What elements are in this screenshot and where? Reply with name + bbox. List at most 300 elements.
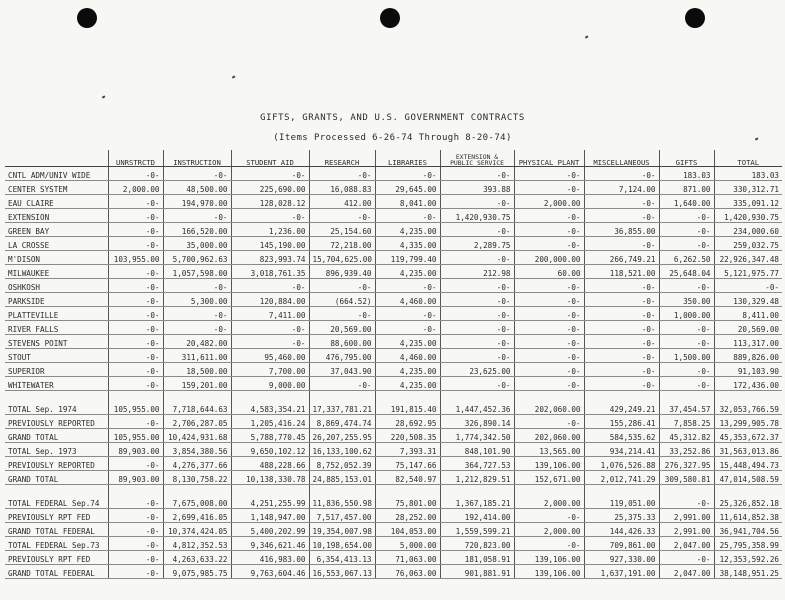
table-cell: 37,454.57: [659, 401, 714, 415]
table-cell: 1,000.00: [659, 307, 714, 321]
table-cell: 191,815.40: [375, 401, 440, 415]
table-cell: -0-: [309, 167, 375, 181]
table-cell: 2,000.00: [514, 523, 584, 537]
table-cell: 71,063.00: [375, 551, 440, 565]
table-row: [5, 279, 782, 293]
table-cell: 119,799.40: [375, 251, 440, 265]
row-label: PREVIOUSLY REPORTED: [5, 415, 108, 429]
row-label: PREVIOUSLY RPT FED: [5, 509, 108, 523]
table-cell: 13,299,905.78: [714, 415, 782, 429]
table-cell: 4,263,633.22: [163, 551, 231, 565]
table-cell: 1,640.00: [659, 195, 714, 209]
row-label: GRAND TOTAL: [5, 429, 108, 443]
row-label: GRAND TOTAL FEDERAL: [5, 565, 108, 579]
table-cell: -0-: [659, 209, 714, 223]
table-cell: 22,926,347.48: [714, 251, 782, 265]
table-cell: -0-: [440, 195, 514, 209]
table-cell: 166,520.00: [163, 223, 231, 237]
table-row: [5, 349, 782, 363]
table-cell: -0-: [309, 307, 375, 321]
table-cell: 120,884.00: [231, 293, 309, 307]
table-cell: -0-: [584, 307, 659, 321]
table-cell: 4,812,352.53: [163, 537, 231, 551]
table-cell: 194,970.00: [163, 195, 231, 209]
table-cell: 45,312.82: [659, 429, 714, 443]
table-cell: 29,645.00: [375, 181, 440, 195]
row-label: TOTAL FEDERAL Sep.73: [5, 537, 108, 551]
table-cell: -0-: [440, 335, 514, 349]
table-cell: -0-: [108, 223, 163, 237]
page-title: GIFTS, GRANTS, AND U.S. GOVERNMENT CONTRACTS: [260, 113, 525, 123]
table-cell: 311,611.00: [163, 349, 231, 363]
table-row: [5, 537, 782, 551]
table-cell: 113,317.00: [714, 335, 782, 349]
table-cell: -0-: [108, 265, 163, 279]
table-cell: 2,000.00: [514, 495, 584, 509]
table-cell: -0-: [440, 251, 514, 265]
table-cell: 25,326,852.18: [714, 495, 782, 509]
table-cell: -0-: [514, 537, 584, 551]
table-row: [5, 167, 782, 181]
table-cell: 139,106.00: [514, 457, 584, 471]
table-cell: 32,053,766.59: [714, 401, 782, 415]
table-cell: 33,252.86: [659, 443, 714, 457]
row-label: GRAND TOTAL: [5, 471, 108, 485]
table-cell: 212.98: [440, 265, 514, 279]
table-cell: 934,214.41: [584, 443, 659, 457]
table-cell: -0-: [108, 537, 163, 551]
table-cell: 19,354,007.98: [309, 523, 375, 537]
table-cell: 91,103.90: [714, 363, 782, 377]
table-cell: 45,353,672.37: [714, 429, 782, 443]
table-cell: 82,540.97: [375, 471, 440, 485]
table-cell: -0-: [440, 223, 514, 237]
table-cell: 202,060.00: [514, 429, 584, 443]
table-cell: -0-: [514, 223, 584, 237]
column-header: GIFTS: [659, 150, 714, 167]
table-cell: 1,500.00: [659, 349, 714, 363]
table-row: [5, 363, 782, 377]
table-cell: -0-: [375, 167, 440, 181]
table-cell: 4,276,377.66: [163, 457, 231, 471]
table-cell: 20,569.00: [714, 321, 782, 335]
table-cell: 393.88: [440, 181, 514, 195]
gifts-grants-table: [5, 150, 782, 579]
table-cell: 36,941,704.56: [714, 523, 782, 537]
table-cell: -0-: [514, 415, 584, 429]
table-row: [5, 401, 782, 415]
table-row: [5, 265, 782, 279]
table-cell: 89,903.00: [108, 443, 163, 457]
table-cell: -0-: [440, 293, 514, 307]
table-cell: 145,190.00: [231, 237, 309, 251]
table-cell: 8,411.00: [714, 307, 782, 321]
table-cell: 720,823.00: [440, 537, 514, 551]
column-header: EXTENSION & PUBLIC SERVICE: [440, 150, 514, 167]
table-cell: -0-: [514, 363, 584, 377]
table-row: [5, 471, 782, 485]
column-header: INSTRUCTION: [163, 150, 231, 167]
table-cell: -0-: [514, 377, 584, 391]
table-cell: 202,060.00: [514, 401, 584, 415]
table-row: [5, 495, 782, 509]
row-label: GREEN BAY: [5, 223, 108, 237]
table-cell: 220,508.35: [375, 429, 440, 443]
table-cell: -0-: [108, 565, 163, 579]
table-cell: -0-: [108, 195, 163, 209]
table-cell: 76,063.00: [375, 565, 440, 579]
row-label: PREVIOUSLY REPORTED: [5, 457, 108, 471]
table-cell: 183.03: [714, 167, 782, 181]
table-cell: 2,699,416.05: [163, 509, 231, 523]
table-cell: 155,286.41: [584, 415, 659, 429]
table-cell: -0-: [108, 237, 163, 251]
table-cell: 10,374,424.05: [163, 523, 231, 537]
table-cell: -0-: [375, 279, 440, 293]
table-cell: -0-: [163, 209, 231, 223]
table-cell: 4,235.00: [375, 363, 440, 377]
table-cell: 11,836,550.98: [309, 495, 375, 509]
table-cell: 17,337,781.21: [309, 401, 375, 415]
table-cell: -0-: [659, 377, 714, 391]
table-cell: 35,000.00: [163, 237, 231, 251]
table-cell: 103,955.00: [108, 251, 163, 265]
page-subtitle: (Items Processed 6-26-74 Through 8-20-74): [273, 133, 512, 143]
table-cell: 889,826.00: [714, 349, 782, 363]
table-cell: -0-: [440, 377, 514, 391]
table-cell: 159,201.00: [163, 377, 231, 391]
table-cell: 5,788,770.45: [231, 429, 309, 443]
table-cell: 26,207,255.95: [309, 429, 375, 443]
row-label: EAU CLAIRE: [5, 195, 108, 209]
table-cell: 2,000.00: [108, 181, 163, 195]
table-cell: 1,559,599.21: [440, 523, 514, 537]
table-cell: 488,228.66: [231, 457, 309, 471]
table-cell: 10,424,931.68: [163, 429, 231, 443]
table-cell: -0-: [514, 209, 584, 223]
table-cell: 9,763,604.46: [231, 565, 309, 579]
row-label: PARKSIDE: [5, 293, 108, 307]
table-cell: 234,000.60: [714, 223, 782, 237]
binder-hole-left: [77, 8, 97, 28]
table-cell: 584,535.62: [584, 429, 659, 443]
table-cell: 20,482.00: [163, 335, 231, 349]
table-cell: 309,580.81: [659, 471, 714, 485]
table-cell: 709,861.00: [584, 537, 659, 551]
table-cell: 60.00: [514, 265, 584, 279]
table-cell: 4,251,255.99: [231, 495, 309, 509]
table-cell: 276,327.95: [659, 457, 714, 471]
table-cell: 8,130,758.22: [163, 471, 231, 485]
table-cell: -0-: [375, 307, 440, 321]
table-cell: 7,718,644.63: [163, 401, 231, 415]
table-cell: -0-: [584, 349, 659, 363]
table-cell: -0-: [108, 335, 163, 349]
table-cell: 13,565.00: [514, 443, 584, 457]
table-cell: -0-: [659, 237, 714, 251]
table-cell: -0-: [514, 321, 584, 335]
table-cell: 4,235.00: [375, 377, 440, 391]
table-cell: 89,903.00: [108, 471, 163, 485]
column-header: MISCELLANEOUS: [584, 150, 659, 167]
table-cell: 429,249.21: [584, 401, 659, 415]
table-cell: -0-: [108, 551, 163, 565]
table-row: [5, 415, 782, 429]
table-cell: 2,991.00: [659, 509, 714, 523]
row-label: TOTAL Sep. 1973: [5, 443, 108, 457]
table-cell: 1,447,452.36: [440, 401, 514, 415]
table-cell: 9,075,985.75: [163, 565, 231, 579]
table-cell: -0-: [514, 293, 584, 307]
table-cell: 4,235.00: [375, 335, 440, 349]
table-cell: 10,138,330.78: [231, 471, 309, 485]
table-cell: -0-: [584, 363, 659, 377]
table-cell: 266,749.21: [584, 251, 659, 265]
table-cell: -0-: [108, 349, 163, 363]
table-cell: 152,671.00: [514, 471, 584, 485]
table-row: [5, 565, 782, 579]
table-cell: 9,000.00: [231, 377, 309, 391]
table-cell: 15,448,494.73: [714, 457, 782, 471]
table-row: [5, 443, 782, 457]
row-label: STOUT: [5, 349, 108, 363]
table-header-row: [5, 150, 782, 167]
table-row: [5, 195, 782, 209]
table-cell: 4,235.00: [375, 223, 440, 237]
row-label: OSHKOSH: [5, 279, 108, 293]
table-row: [5, 307, 782, 321]
table-cell: -0-: [659, 279, 714, 293]
table-cell: -0-: [440, 307, 514, 321]
table-cell: -0-: [659, 223, 714, 237]
table-cell: -0-: [584, 335, 659, 349]
table-cell: -0-: [440, 167, 514, 181]
table-cell: 412.00: [309, 195, 375, 209]
table-cell: 416,983.00: [231, 551, 309, 565]
table-cell: 25,154.60: [309, 223, 375, 237]
table-cell: -0-: [231, 167, 309, 181]
table-row: [5, 181, 782, 195]
table-cell: 2,047.00: [659, 565, 714, 579]
table-cell: -0-: [440, 321, 514, 335]
table-cell: 225,690.00: [231, 181, 309, 195]
table-cell: 128,028.12: [231, 195, 309, 209]
table-cell: -0-: [584, 293, 659, 307]
table-cell: -0-: [440, 349, 514, 363]
table-cell: -0-: [584, 209, 659, 223]
table-cell: 6,262.50: [659, 251, 714, 265]
table-cell: 25,375.33: [584, 509, 659, 523]
table-row: [5, 223, 782, 237]
table-cell: 2,289.75: [440, 237, 514, 251]
row-label: RIVER FALLS: [5, 321, 108, 335]
table-cell: 364,727.53: [440, 457, 514, 471]
table-cell: 848,101.90: [440, 443, 514, 457]
table-cell: -0-: [514, 349, 584, 363]
table-cell: -0-: [108, 509, 163, 523]
table-cell: -0-: [309, 377, 375, 391]
table-row: [5, 551, 782, 565]
table-cell: 4,335.00: [375, 237, 440, 251]
table-cell: 5,000.00: [375, 537, 440, 551]
table-cell: 38,148,951.25: [714, 565, 782, 579]
row-label: M'DISON: [5, 251, 108, 265]
binder-hole-right: [685, 8, 705, 28]
table-cell: -0-: [231, 335, 309, 349]
table-cell: -0-: [108, 321, 163, 335]
table-cell: -0-: [231, 209, 309, 223]
table-cell: 1,148,947.00: [231, 509, 309, 523]
table-cell: 75,147.66: [375, 457, 440, 471]
table-cell: 5,400,202.99: [231, 523, 309, 537]
table-cell: 4,235.00: [375, 265, 440, 279]
table-cell: 8,869,474.74: [309, 415, 375, 429]
table-cell: 130,329.48: [714, 293, 782, 307]
table-cell: -0-: [375, 209, 440, 223]
table-cell: -0-: [108, 523, 163, 537]
table-cell: 3,854,380.56: [163, 443, 231, 457]
table-cell: 2,000.00: [514, 195, 584, 209]
paper-speck: [232, 75, 235, 78]
table-cell: 7,411.00: [231, 307, 309, 321]
row-label: CENTER SYSTEM: [5, 181, 108, 195]
table-cell: -0-: [163, 307, 231, 321]
table-cell: 1,076,526.88: [584, 457, 659, 471]
table-cell: -0-: [584, 377, 659, 391]
table-cell: -0-: [659, 551, 714, 565]
table-cell: -0-: [108, 307, 163, 321]
table-cell: 36,855.00: [584, 223, 659, 237]
table-cell: -0-: [108, 279, 163, 293]
row-label: PLATTEVILLE: [5, 307, 108, 321]
table-cell: 139,106.00: [514, 565, 584, 579]
table-cell: 37,043.90: [309, 363, 375, 377]
table-cell: -0-: [163, 167, 231, 181]
column-header-label: [5, 150, 108, 167]
table-cell: 1,212,829.51: [440, 471, 514, 485]
table-cell: (664.52): [309, 293, 375, 307]
table-cell: 350.00: [659, 293, 714, 307]
table-cell: 139,106.00: [514, 551, 584, 565]
table-cell: 3,018,761.35: [231, 265, 309, 279]
table-cell: -0-: [163, 321, 231, 335]
table-body: [5, 167, 782, 579]
table-cell: 823,993.74: [231, 251, 309, 265]
table-cell: -0-: [584, 167, 659, 181]
table-cell: 16,133,100.62: [309, 443, 375, 457]
table-cell: -0-: [163, 279, 231, 293]
table-cell: 1,774,342.50: [440, 429, 514, 443]
table-cell: 23,625.00: [440, 363, 514, 377]
table-cell: -0-: [108, 209, 163, 223]
table-row: [5, 251, 782, 265]
table-cell: -0-: [659, 495, 714, 509]
table-cell: 2,047.00: [659, 537, 714, 551]
table-cell: 330,312.71: [714, 181, 782, 195]
table-cell: -0-: [514, 237, 584, 251]
table-cell: 5,300.00: [163, 293, 231, 307]
table-cell: 1,420,930.75: [440, 209, 514, 223]
table-cell: 119,051.00: [584, 495, 659, 509]
column-header: PHYSICAL PLANT: [514, 150, 584, 167]
column-header: STUDENT AID: [231, 150, 309, 167]
table-cell: 47,014,508.59: [714, 471, 782, 485]
table-cell: -0-: [514, 167, 584, 181]
table-cell: -0-: [309, 279, 375, 293]
table-row: [5, 523, 782, 537]
table-cell: -0-: [108, 377, 163, 391]
row-label: GRAND TOTAL FEDERAL: [5, 523, 108, 537]
table-cell: 1,420,930.75: [714, 209, 782, 223]
table-cell: -0-: [659, 335, 714, 349]
table-cell: 1,637,191.00: [584, 565, 659, 579]
table-cell: -0-: [584, 195, 659, 209]
table-cell: 7,517,457.00: [309, 509, 375, 523]
table-cell: 16,553,067.13: [309, 565, 375, 579]
table-cell: 105,955.00: [108, 429, 163, 443]
table-cell: 1,205,416.24: [231, 415, 309, 429]
table-cell: -0-: [514, 181, 584, 195]
table-cell: 12,353,592.26: [714, 551, 782, 565]
table-cell: -0-: [584, 237, 659, 251]
table-cell: -0-: [108, 415, 163, 429]
table-cell: 172,436.00: [714, 377, 782, 391]
table-cell: 871.00: [659, 181, 714, 195]
section-spacer: [5, 485, 782, 496]
table-cell: 7,700.00: [231, 363, 309, 377]
table-cell: 4,583,354.21: [231, 401, 309, 415]
table-cell: 104,053.00: [375, 523, 440, 537]
table-cell: 10,198,654.00: [309, 537, 375, 551]
table-cell: -0-: [231, 279, 309, 293]
table-cell: 8,041.00: [375, 195, 440, 209]
table-cell: -0-: [231, 321, 309, 335]
table-cell: -0-: [514, 307, 584, 321]
table-cell: 5,700,962.63: [163, 251, 231, 265]
table-cell: -0-: [514, 509, 584, 523]
table-cell: 326,890.14: [440, 415, 514, 429]
table-cell: 1,236.00: [231, 223, 309, 237]
table-cell: 28,692.95: [375, 415, 440, 429]
table-cell: 4,460.00: [375, 349, 440, 363]
table-cell: 88,600.00: [309, 335, 375, 349]
table-row: [5, 293, 782, 307]
table-cell: 16,088.83: [309, 181, 375, 195]
table-cell: 48,500.00: [163, 181, 231, 195]
row-label: EXTENSION: [5, 209, 108, 223]
section-spacer: [5, 391, 782, 402]
table-cell: 18,500.00: [163, 363, 231, 377]
table-cell: -0-: [108, 363, 163, 377]
row-label: TOTAL FEDERAL Sep.74: [5, 495, 108, 509]
table-row: [5, 457, 782, 471]
table-cell: 95,460.00: [231, 349, 309, 363]
table-row: [5, 377, 782, 391]
table-cell: 31,563,013.86: [714, 443, 782, 457]
column-header: LIBRARIES: [375, 150, 440, 167]
table-cell: 1,367,185.21: [440, 495, 514, 509]
table-row: [5, 321, 782, 335]
table-row: [5, 237, 782, 251]
table-cell: 183.03: [659, 167, 714, 181]
table-cell: 476,795.00: [309, 349, 375, 363]
row-label: PREVIOUSLY RPT FED: [5, 551, 108, 565]
table-cell: 335,091.12: [714, 195, 782, 209]
table-cell: -0-: [375, 321, 440, 335]
table-cell: 9,650,102.12: [231, 443, 309, 457]
row-label: CNTL ADM/UNIV WIDE: [5, 167, 108, 181]
table-cell: 6,354,413.13: [309, 551, 375, 565]
